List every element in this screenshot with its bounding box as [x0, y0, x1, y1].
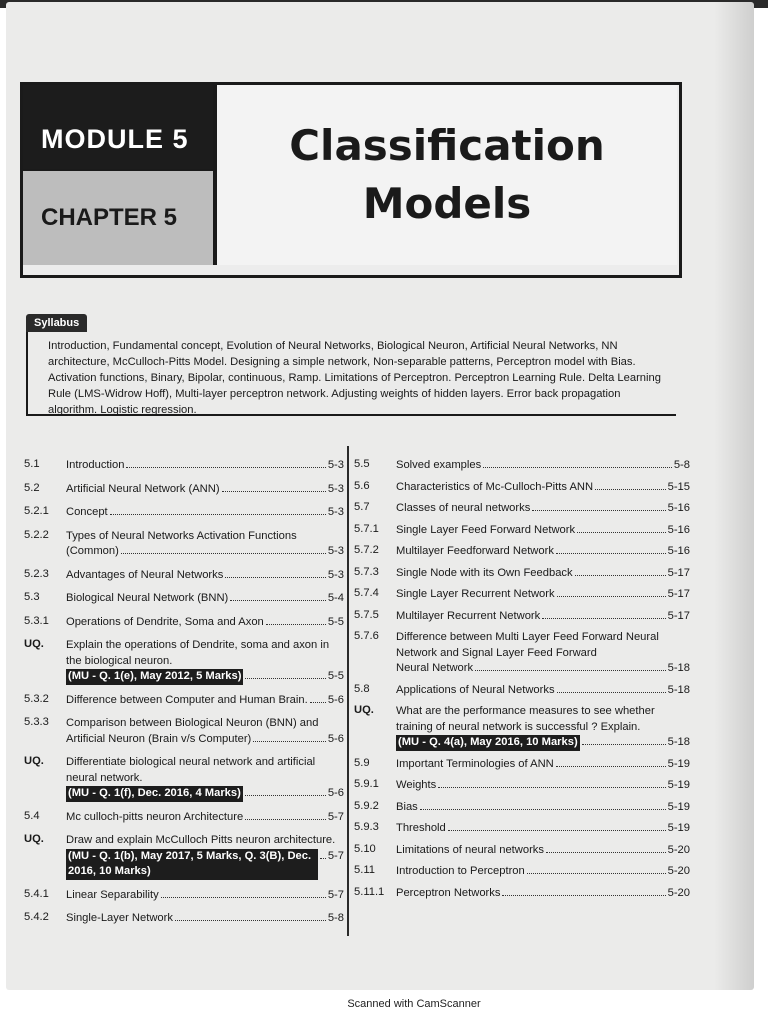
toc-entry[interactable]	[354, 609, 690, 625]
toc-text	[66, 505, 344, 521]
toc-text	[396, 544, 690, 560]
toc-text	[66, 638, 344, 685]
toc-text-lead: Comparison between Biological Neuron (BNN) and	[66, 717, 319, 729]
toc-entry[interactable]	[24, 693, 344, 709]
toc-page-number: 5-19	[667, 779, 690, 791]
dot-leader	[557, 692, 666, 693]
toc-text	[396, 683, 690, 699]
toc-text	[66, 458, 344, 474]
toc-title: Mc culloch-pitts neuron Architecture	[66, 810, 244, 823]
dot-leader	[502, 895, 665, 896]
dot-leader	[253, 741, 326, 742]
toc-text	[396, 843, 690, 859]
toc-entry[interactable]	[354, 587, 690, 603]
toc-page-number: 5-19	[667, 822, 690, 834]
toc-page-number: 5-17	[667, 609, 690, 622]
toc-text	[396, 566, 690, 582]
toc-number: 5.3	[24, 591, 40, 603]
toc-question[interactable]	[24, 638, 344, 685]
toc-entry[interactable]	[354, 683, 690, 699]
dot-leader	[121, 553, 326, 554]
toc-number: 5.3.2	[24, 692, 49, 705]
toc-entry[interactable]	[24, 591, 344, 607]
toc-entry[interactable]	[354, 501, 690, 517]
toc-title: Bias	[396, 800, 418, 813]
toc-page-number: 5-4	[327, 592, 344, 604]
toc-entry[interactable]	[354, 821, 690, 837]
chapter-label: CHAPTER 5	[23, 169, 213, 265]
exam-reference-badge: (MU - Q. 4(a), May 2016, 10 Marks)	[396, 735, 580, 751]
toc-entry[interactable]	[354, 778, 690, 794]
toc-page-number: 5-6	[327, 732, 344, 745]
toc-text	[66, 755, 344, 802]
dot-leader	[483, 467, 672, 468]
toc-entry[interactable]	[24, 888, 344, 904]
toc-entry[interactable]	[354, 566, 690, 582]
toc-title: Single Node with its Own Feedback	[396, 566, 573, 579]
toc-text	[396, 864, 690, 880]
toc-page-number: 5-8	[673, 459, 690, 471]
toc-number: 5.1	[24, 458, 40, 470]
toc-entry[interactable]	[354, 864, 690, 880]
toc-entry[interactable]	[24, 810, 344, 826]
toc-number: 5.4.2	[24, 911, 49, 923]
toc-title: Single Layer Feed Forward Network	[396, 523, 576, 536]
toc-title: Artificial Neural Network (ANN)	[66, 482, 220, 495]
toc-title: Biological Neural Network (BNN)	[66, 592, 229, 604]
dot-leader	[546, 852, 666, 853]
toc-right-column	[354, 458, 690, 907]
dot-leader	[245, 795, 326, 796]
dot-leader	[532, 510, 665, 511]
dot-leader	[475, 670, 665, 671]
toc-entry[interactable]	[24, 911, 344, 927]
toc-text-lead: Types of Neural Networks Activation Functions	[66, 529, 297, 542]
toc-page-number: 5-20	[667, 865, 690, 877]
toc-number: 5.9	[354, 756, 370, 769]
dot-leader	[582, 744, 666, 745]
toc-title: Introduction	[66, 459, 125, 471]
toc-title: Single-Layer Network	[66, 912, 173, 924]
column-divider	[347, 446, 349, 936]
toc-number: 5.2.3	[24, 567, 49, 580]
toc-page-number: 5-7	[327, 810, 344, 823]
toc-page-number: 5-3	[327, 482, 344, 495]
toc-number: UQ.	[24, 638, 44, 650]
toc-page-number: 5-19	[667, 800, 690, 813]
toc-text	[396, 821, 690, 837]
exam-reference-badge: (MU - Q. 1(e), May 2012, 5 Marks)	[66, 669, 243, 685]
toc-text	[66, 615, 344, 631]
toc-number: 5.6	[354, 479, 370, 492]
dot-leader	[320, 858, 326, 859]
toc-title: Characteristics of Mc-Culloch-Pitts ANN	[396, 480, 594, 493]
toc-title: Multilayer Feedforward Network	[396, 545, 554, 557]
dot-leader	[126, 467, 325, 468]
toc-text	[66, 693, 344, 709]
chapter-title	[213, 85, 677, 265]
toc-title: Limitations of neural networks	[396, 843, 544, 856]
toc-number: 5.2.1	[24, 505, 49, 517]
toc-entry[interactable]	[24, 529, 344, 560]
toc-text	[66, 911, 344, 927]
toc-title: Classes of neural networks	[396, 502, 531, 514]
toc-entry[interactable]	[24, 568, 344, 584]
toc-number: 5.11	[354, 864, 375, 876]
toc-title: Introduction to Perceptron	[396, 865, 525, 877]
toc-title: Difference between Computer and Human Brain.	[66, 693, 308, 706]
toc-entry[interactable]	[354, 523, 690, 539]
toc-title: Linear Separability	[66, 888, 159, 901]
page-shadow	[714, 2, 754, 990]
dot-leader	[556, 553, 666, 554]
toc-number: 5.11.1	[354, 885, 385, 898]
toc-page-number: 5-18	[667, 736, 690, 748]
toc-page-number: 5-7	[327, 888, 344, 901]
toc-number: 5.5	[354, 458, 370, 470]
scanner-watermark: Scanned with CamScanner	[347, 998, 481, 1010]
toc-title: Solved examples	[396, 459, 482, 471]
toc-page-number: 5-17	[667, 566, 690, 579]
toc-title: Operations of Dendrite, Soma and Axon	[66, 615, 264, 628]
toc-number: 5.4	[24, 809, 40, 822]
toc-title: Neural Network	[396, 662, 474, 674]
title-line-1: Classification	[289, 121, 605, 170]
toc-number: 5.7.2	[354, 544, 379, 556]
toc-entry[interactable]	[354, 843, 690, 859]
toc-title: Advantages of Neural Networks	[66, 568, 224, 581]
toc-question[interactable]	[354, 704, 690, 751]
toc-entry[interactable]	[24, 716, 344, 747]
toc-text	[66, 810, 344, 826]
toc-text	[66, 568, 344, 584]
toc-text-lead: Draw and explain McCulloch Pitts neuron architecture.	[66, 834, 336, 846]
toc-number: 5.9.1	[354, 778, 379, 790]
exam-reference-badge: (MU - Q. 1(f), Dec. 2016, 4 Marks)	[66, 786, 243, 802]
toc-page-number: 5-3	[327, 459, 344, 471]
toc-text	[396, 778, 690, 794]
toc-number: 5.4.1	[24, 887, 49, 900]
toc-page-number: 5-3	[327, 568, 344, 581]
toc-text	[396, 480, 690, 496]
dot-leader	[230, 600, 326, 601]
toc-text-lead: Explain the operations of Dendrite, soma and axon in the biological neuron.	[66, 639, 330, 667]
dot-leader	[245, 678, 325, 679]
toc-text	[66, 888, 344, 904]
toc-entry[interactable]	[24, 615, 344, 631]
toc-number: 5.7.5	[354, 608, 379, 621]
toc-title: Important Terminologies of ANN	[396, 757, 554, 770]
dot-leader	[245, 819, 326, 820]
toc-text	[66, 482, 344, 498]
dot-leader	[222, 491, 326, 492]
toc-number: UQ.	[354, 704, 374, 716]
module-label: MODULE 5	[23, 85, 213, 169]
toc-page-number: 5-8	[327, 912, 344, 924]
toc-title: Concept	[66, 506, 108, 518]
dot-leader	[110, 514, 326, 515]
toc-text	[66, 716, 344, 747]
toc-number: 5.9.3	[354, 821, 379, 833]
toc-entry[interactable]	[354, 886, 690, 902]
toc-page-number: 5-16	[667, 545, 690, 557]
toc-page-number: 5-17	[667, 588, 690, 600]
toc-text-lead: What are the performance measures to see whether training of neural network is successful ? Explain.	[396, 705, 655, 733]
toc-entry[interactable]	[354, 544, 690, 560]
syllabus-label: Syllabus	[26, 314, 87, 332]
toc-title: Applications of Neural Networks	[396, 683, 555, 696]
toc-entry[interactable]	[354, 458, 690, 474]
toc-number: 5.8	[354, 682, 370, 695]
toc-text	[396, 609, 690, 625]
dot-leader	[266, 624, 326, 625]
toc-number: 5.7	[354, 501, 370, 513]
dot-leader	[448, 830, 666, 831]
toc-text	[396, 886, 690, 902]
toc-entry[interactable]	[354, 630, 690, 677]
dot-leader	[575, 575, 666, 576]
toc-page-number: 5-18	[667, 662, 690, 674]
toc-entry[interactable]	[24, 458, 344, 474]
chapter-header	[20, 82, 682, 278]
toc-page-number: 5-3	[327, 545, 344, 557]
toc-entry[interactable]	[354, 757, 690, 773]
toc-text	[396, 630, 690, 677]
toc-number: 5.2	[24, 481, 40, 494]
toc-number: 5.3.3	[24, 716, 49, 728]
toc-number: UQ.	[24, 755, 44, 767]
toc-entry[interactable]	[354, 480, 690, 496]
toc-page-number: 5-6	[327, 787, 344, 799]
toc-entry[interactable]	[24, 482, 344, 498]
toc-entry[interactable]	[354, 800, 690, 816]
dot-leader	[595, 489, 666, 490]
toc-title: Multilayer Recurrent Network	[396, 609, 541, 622]
dot-leader	[175, 920, 326, 921]
syllabus-text: Introduction, Fundamental concept, Evolution of Neural Networks, Biological Neuron, Artificial Neural Networks, NN architecture, McCulloch-Pitts Model. Designing a simple network, Non-separable patterns, Perceptron model with Bias. Activation functions, Binary, Bipolar, continuous, Ramp. Limitations of Perceptron. Perceptron Learning Rule. Delta Learning Rule (LMS-Widrow Hoff), Multi-layer perceptron network. Adjusting weights of hidden layers. Error back propagation algorithm. Logistic regression.	[26, 332, 676, 416]
toc-title: Threshold	[396, 822, 446, 834]
toc-title: Weights	[396, 779, 437, 791]
toc-page-number: 5-3	[327, 506, 344, 518]
toc-text	[396, 587, 690, 603]
dot-leader	[527, 873, 666, 874]
title-line-2: Models	[362, 179, 532, 228]
toc-text-lead: Differentiate biological neural network and artificial neural network.	[66, 756, 316, 784]
toc-page-number: 5-16	[667, 502, 690, 514]
toc-page-number: 5-5	[327, 615, 344, 628]
toc-text	[396, 523, 690, 539]
toc-text	[396, 704, 690, 751]
toc-entry[interactable]	[24, 505, 344, 521]
toc-page-number: 5-7	[327, 849, 344, 862]
dot-leader	[225, 577, 326, 578]
toc-text	[396, 800, 690, 816]
toc-text	[66, 833, 344, 880]
toc-text	[396, 458, 690, 474]
dot-leader	[420, 809, 666, 810]
toc-text	[396, 501, 690, 517]
toc-number: 5.7.1	[354, 522, 379, 535]
toc-number: 5.10	[354, 842, 376, 855]
toc-number: 5.7.6	[354, 630, 379, 642]
toc-question[interactable]	[24, 833, 344, 880]
toc-page-number: 5-6	[327, 693, 344, 706]
toc-title: Single Layer Recurrent Network	[396, 588, 555, 600]
toc-page-number: 5-18	[667, 683, 690, 696]
toc-number: 5.2.2	[24, 528, 49, 541]
toc-page-number: 5-15	[667, 480, 690, 493]
toc-page-number: 5-5	[327, 670, 344, 682]
exam-reference-badge: (MU - Q. 1(b), May 2017, 5 Marks, Q. 3(B), Dec. 2016, 10 Marks)	[66, 849, 318, 880]
toc-title: Artificial Neuron (Brain v/s Computer)	[66, 732, 252, 745]
toc-title: Perceptron Networks	[396, 886, 501, 899]
dot-leader	[556, 766, 666, 767]
toc-left-column	[24, 458, 344, 935]
toc-number: 5.7.4	[354, 587, 379, 599]
toc-page-number: 5-19	[667, 757, 690, 770]
dot-leader	[557, 596, 666, 597]
dot-leader	[310, 702, 326, 703]
toc-number: 5.9.2	[354, 799, 379, 812]
dot-leader	[438, 787, 665, 788]
toc-page-number: 5-16	[667, 523, 690, 536]
toc-number: 5.7.3	[354, 565, 379, 578]
dot-leader	[577, 532, 666, 533]
dot-leader	[161, 897, 326, 898]
toc-number: UQ.	[24, 833, 44, 845]
toc-title: (Common)	[66, 545, 119, 557]
toc-page-number: 5-20	[667, 886, 690, 899]
toc-text	[66, 529, 344, 560]
toc-number: 5.3.1	[24, 614, 49, 627]
toc-text	[396, 757, 690, 773]
toc-page-number: 5-20	[667, 843, 690, 856]
toc-text	[66, 591, 344, 607]
dot-leader	[542, 618, 665, 619]
toc-question[interactable]	[24, 755, 344, 802]
toc-text-lead: Difference between Multi Layer Feed Forward Neural Network and Signal Layer Feed Forward	[396, 631, 659, 659]
